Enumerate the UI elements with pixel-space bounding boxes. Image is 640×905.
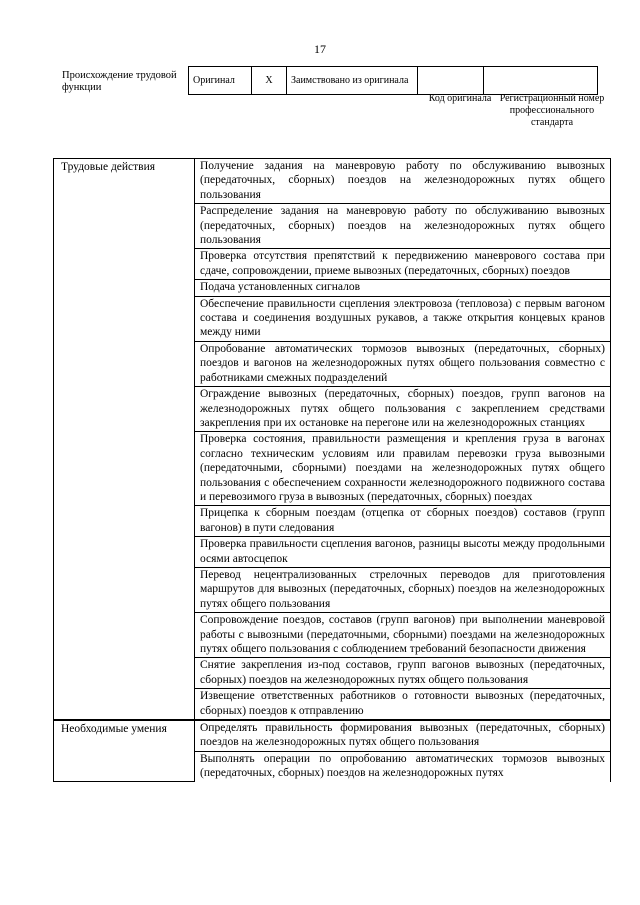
page-number: 17 [314,42,326,56]
item-text: Проверка состояния, правильности размещения и крепления груза в вагонах согласно техническим условиям или правилам перевозки груза вывозными (передаточными, сборными) поездами на железнодорожных путях общего пользования с обеспечением сохранности железнодорожного подвижного состава и перевозимого груза в вывозных (передаточных, сборных) поездах [195,432,611,506]
table-row [54,720,611,751]
table-row [54,159,611,204]
reg-number-caption: Регистрационный номер профессионального стандарта [499,93,605,128]
group-label: Трудовые действия [54,159,195,721]
item-text: Ограждение вывозных (передаточных, сборных) поездов, групп вагонов на железнодорожных путях общего пользования с закреплением средствами закрепления при их остановке на перегоне или на железнодорожных станциях [195,387,611,432]
origin-table [188,66,598,95]
item-text: Обеспечение правильности сцепления электровоза (тепловоза) с первым вагоном состава и соединения воздушных рукавов, а также открытия концевых кранов между ними [195,296,611,341]
functions-table [53,158,611,782]
borrowed-cell: Заимствовано из оригинала [287,67,418,95]
original-cell: Оригинал [189,67,252,95]
item-text: Проверка правильности сцепления вагонов, разницы высоты между продольными осями автосцепок [195,537,611,568]
item-text: Прицепка к сборным поездам (отцепка от сборных поездов) составов (групп вагонов) в пути следования [195,506,611,537]
item-text: Проверка отсутствия препятствий к передвижению маневрового состава при сдаче, сопровождении, приеме вывозных (передаточных, сборных) поездов [195,249,611,280]
item-text: Определять правильность формирования вывозных (передаточных, сборных) поездов на железнодорожных путях общего пользования [195,720,611,751]
item-text: Подача установленных сигналов [195,280,611,296]
origin-label: Происхождение трудовой функции [62,70,177,93]
code-caption: Код оригинала [428,93,492,104]
item-text: Выполнять операции по опробованию автоматических тормозов вывозных (передаточных, сборных) поездов на железнодорожных путях [195,751,611,781]
item-text: Перевод нецентрализованных стрелочных переводов для приготовления маршрутов для вывозных (передаточных, сборных) поездов на железнодорожных путях общего пользования [195,567,611,612]
item-text: Сопровождение поездов, составов (групп вагонов) при выполнении маневровой работы с вывозными (передаточными, сборными) поездами на железнодорожных путях общего пользования с соблюдением требований безопасности движения [195,613,611,658]
item-text: Снятие закрепления из-под составов, групп вагонов вывозных (передаточных, сборных) поездов на железнодорожных путях общего пользования [195,658,611,689]
item-text: Получение задания на маневровую работу по обслуживанию вывозных (передаточных, сборных) поездов на железнодорожных путях общего пользования [195,159,611,204]
item-text: Опробование автоматических тормозов вывозных (передаточных, сборных) поездов и вагонов на железнодорожных путях общего пользования совместно с работниками смежных подразделений [195,341,611,386]
reg-number-cell [484,67,598,95]
item-text: Извещение ответственных работников о готовности вывозных (передаточных, сборных) поездов к отправлению [195,689,611,720]
code-cell [418,67,484,95]
item-text: Распределение задания на маневровую работу по обслуживанию вывозных (передаточных, сборных) поездов на железнодорожных путях общего пользования [195,204,611,249]
original-mark: X [252,67,287,95]
group-label: Необходимые умения [54,720,195,782]
